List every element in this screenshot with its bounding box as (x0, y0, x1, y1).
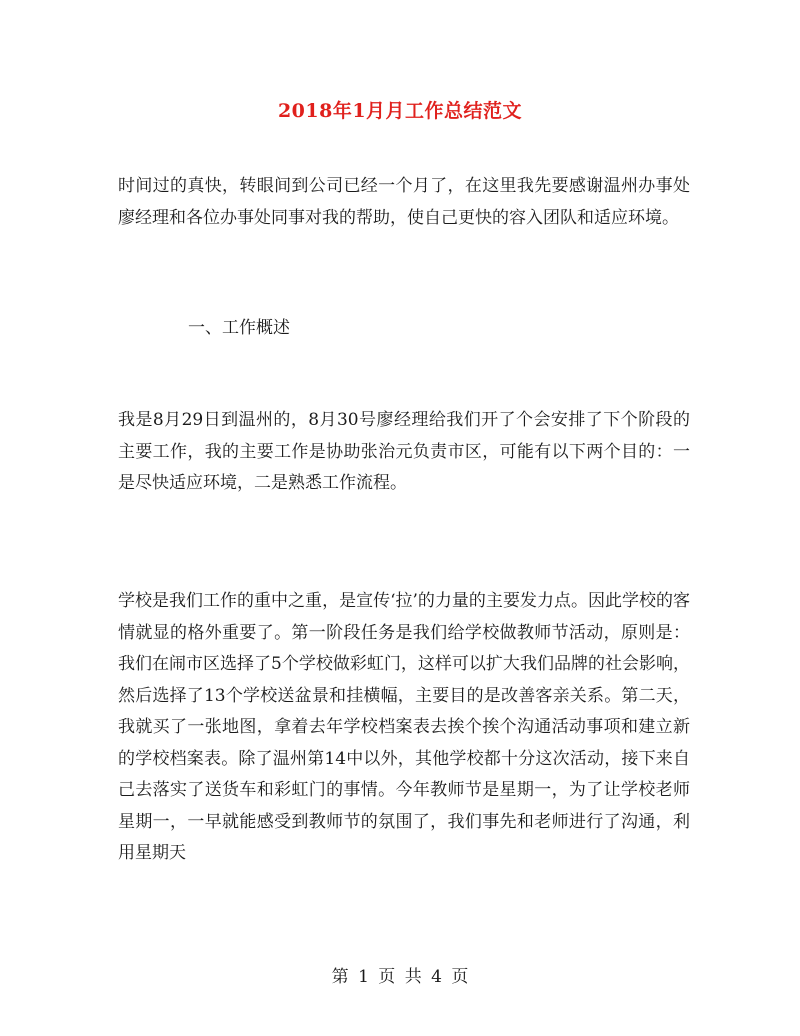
document-title: 2018年1月月工作总结范文 (277, 100, 523, 122)
paragraph-school-work: 学校是我们工作的重中之重，是宣传‘拉’的力量的主要发力点。因此学校的客情就显的格外重要了。第一阶段任务是我们给学校做教师节活动，原则是：我们在闹市区选择了5个学校做彩虹门，这样可以扩大我们品牌的社会影响，然后选择了13个学校送盆景和挂横幅，主要目的是改善客亲关系。第二天，我就买了一张地图，拿着去年学校档案表去挨个挨个沟通活动事项和建立新的学校档案表。除了温州第14中以外，其他学校都十分这次活动，接下来自己去落实了送货车和彩虹门的事情。今年教师节是星期一，为了让学校老师星期一，一早就能感受到教师节的氛围了，我们事先和老师进行了沟通，利用星期天 (118, 591, 690, 863)
page-number-footer: 第 1 页 共 4 页 (331, 967, 469, 987)
paragraph-intro: 时间过的真快，转眼间到公司已经一个月了，在这里我先要感谢温州办事处廖经理和各位办事处同事对我的帮助，使自己更快的容入团队和适应环境。 (118, 176, 690, 228)
paragraph-work-overview: 我是8月29日到温州的，8月30号廖经理给我们开了个会安排了下个阶段的主要工作，我的主要工作是协助张治元负责市区，可能有以下两个目的：一是尽快适应环境，二是熟悉工作流程。 (118, 410, 690, 493)
section-heading: 一、工作概述 (188, 318, 290, 338)
